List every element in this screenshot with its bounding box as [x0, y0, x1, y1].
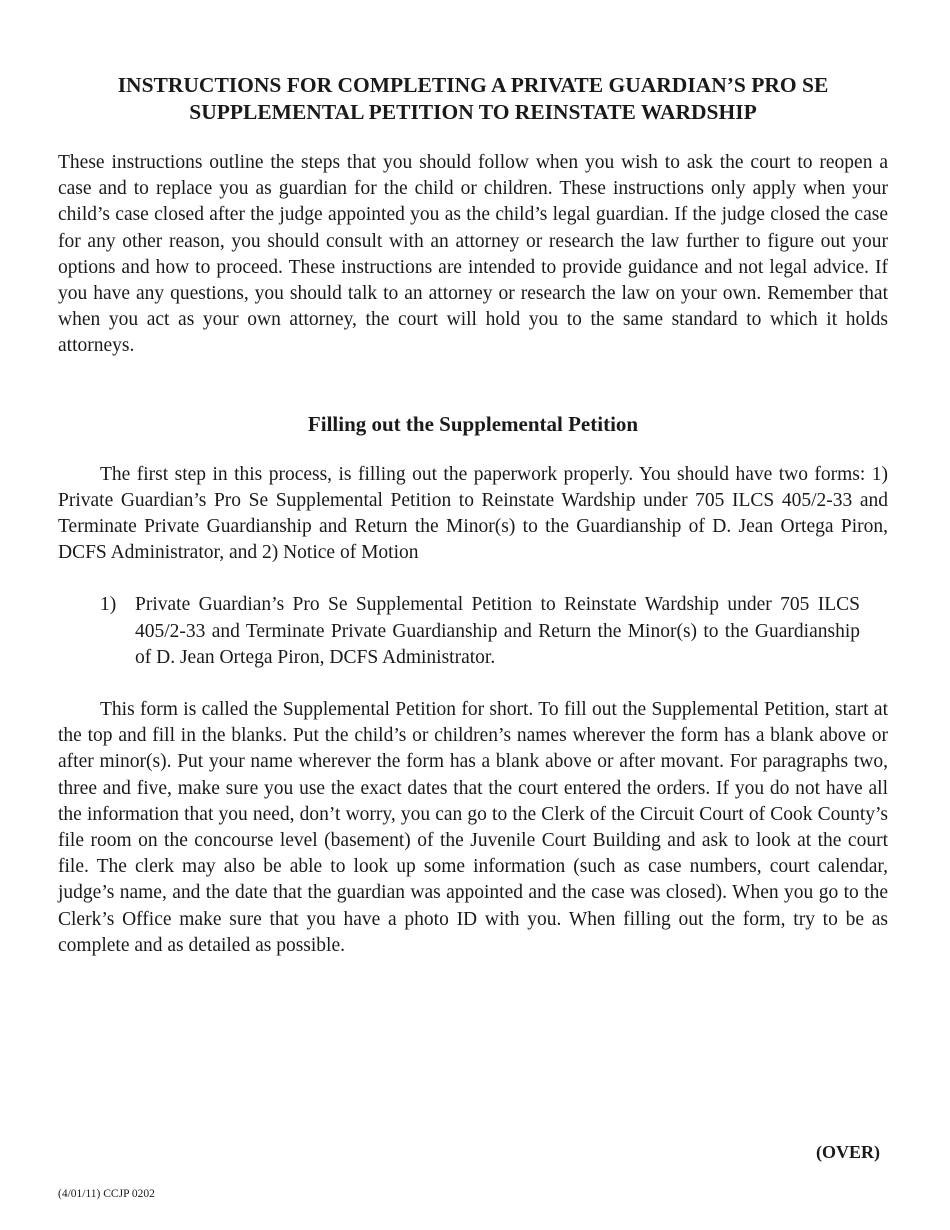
first-step-paragraph: The first step in this process, is filling out the paperwork properly. You should have two forms: 1) Private Guardian’s Pro Se Supplemental Petition to Reinstate Wardship under 705 ILCS 405/2-33 and Terminate Private Guardianship and Return the Minor(s) to the Guardianship of D. Jean Ortega Piron, DCFS Administrator, and 2) Notice of Motion: [58, 463, 888, 564]
document-page: [58, 0, 888, 959]
form-instructions-paragraph: This form is called the Supplemental Petition for short. To fill out the Supplemental Petition, start at the top and fill in the blanks. Put the child’s or children’s names wherever the form has a blank above or after minor(s). Put your name wherever the form has a blank above or after movant. For paragraphs two, three and five, make sure you use the exact dates that the court entered the orders. If you do not have all the information that you need, don’t worry, you can go to the Clerk of the Circuit Court of Cook County’s file room on the concourse level (basement) of the Juvenile Court Building and ask to look at the court file. The clerk may also be able to look up some information (such as case numbers, court calendar, judge’s name, and the date that the guardian was appointed and the case was closed). When you go to the Clerk’s Office make sure that you have a photo ID with you. When filling out the form, try to be as complete and as detailed as possible.: [58, 699, 888, 956]
section-heading: Filling out the Supplemental Petition: [307, 411, 639, 436]
list-item: [58, 592, 888, 671]
title-line-2: SUPPLEMENTAL PETITION TO REINSTATE WARDSHIP: [189, 100, 757, 124]
intro-paragraph: These instructions outline the steps that you should follow when you wish to ask the court to reopen a case and to replace you as guardian for the child or children. These instructions only apply when your child’s case closed after the judge appointed you as the child’s legal guardian. If the judge closed the case for any other reason, you should consult with an attorney or research the law further to figure out your options and how to proceed. These instructions are intended to provide guidance and not legal advice. If you have any questions, you should talk to an attorney or research the law on your own. Remember that when you act as your own attorney, the court will hold you to the same standard to which it holds attorneys.: [58, 152, 888, 357]
list-item-number: 1): [100, 594, 117, 616]
forms-list: [58, 592, 888, 671]
document-title: [58, 72, 888, 126]
over-label: (OVER): [816, 1142, 880, 1162]
list-item-text: Private Guardian’s Pro Se Supplemental Petition to Reinstate Wardship under 705 ILCS 405/2-33 and Terminate Private Guardianship and Return the Minor(s) to the Guardianship of D. Jean Ortega Piron, DCFS Administrator.: [135, 594, 860, 668]
form-code-footer: (4/01/11) CCJP 0202: [58, 1188, 155, 1200]
title-line-1: INSTRUCTIONS FOR COMPLETING A PRIVATE GUARDIAN’S PRO SE: [117, 73, 829, 97]
